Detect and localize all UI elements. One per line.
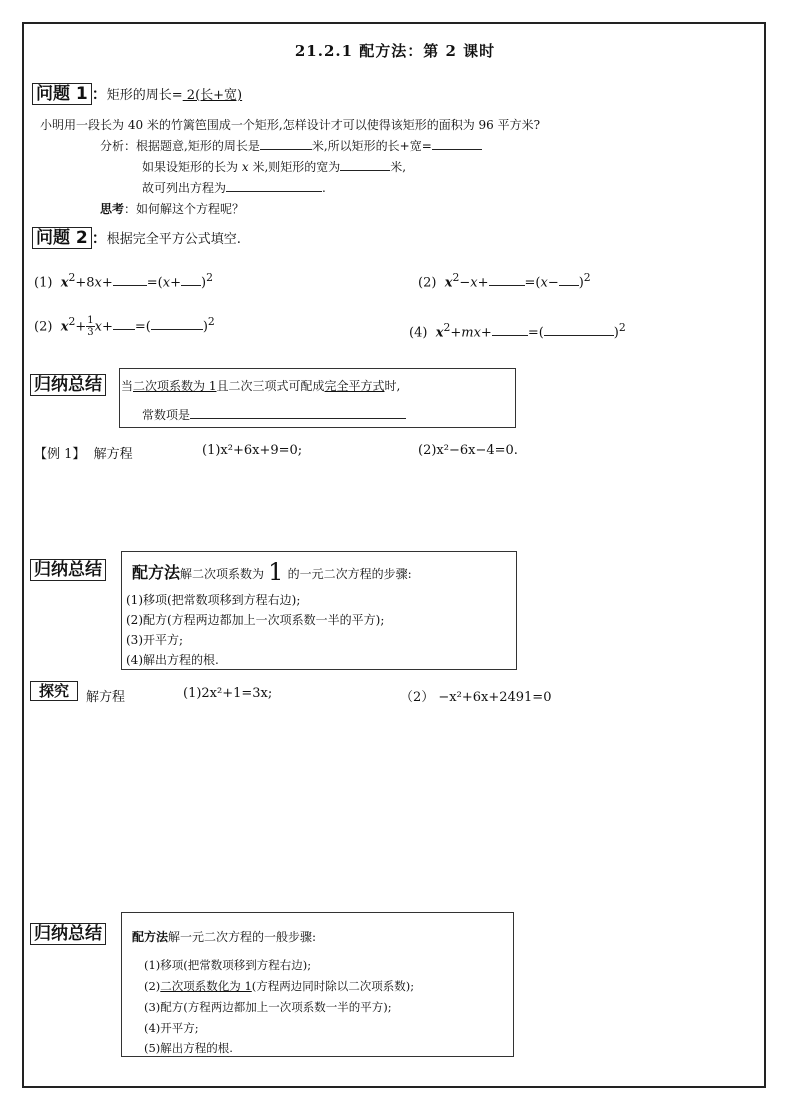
think-line	[100, 200, 244, 217]
summary2-step-1: (1)移项(把常数项移到方程右边);	[126, 593, 301, 607]
summary3-step-1: (1)移项(把常数项移到方程右边);	[144, 958, 312, 972]
analysis-line3	[142, 179, 326, 196]
summary2-head-end: 的一元二次方程的步骤:	[287, 567, 412, 581]
summary3-step-4: (4)开平方;	[144, 1021, 199, 1035]
var-x: x	[241, 160, 249, 174]
summary1-mid: 且二次三项式可配成	[216, 379, 325, 393]
summary1-line2	[142, 406, 406, 423]
summary3-step-2	[144, 978, 414, 994]
summary3-head-rest: 解一元二次方程的一般步骤:	[168, 930, 317, 944]
summary1-blank	[190, 406, 406, 419]
summary1-line2-text: 常数项是	[142, 408, 191, 422]
summary2-head-bold: 配方法	[132, 563, 181, 582]
summary2-step-2: (2)配方(方程两边都加上一次项系数一半的平方);	[126, 613, 385, 627]
summary1-line1	[121, 377, 400, 394]
problem1-answer: 2(长+宽)	[182, 88, 243, 103]
example1-line	[34, 443, 133, 462]
think-text: ：如何解这个方程呢？	[124, 202, 245, 216]
analysis-line2-a: 如果设矩形的长为	[142, 160, 239, 174]
problem1-text: 小明用一段长为 40 米的竹篱笆围成一个矩形,怎样设计才可以使得该矩形的面积为 96 平方米?	[40, 118, 541, 132]
summary1-u2: 完全平方式	[324, 379, 385, 393]
problem1-heading	[32, 82, 242, 106]
eq3-label: (2)	[34, 319, 53, 335]
blank-width	[340, 158, 390, 171]
eq4-label: (4)	[409, 325, 428, 341]
analysis-line3-a: 故可列出方程为	[142, 181, 227, 195]
explore-eq1: (1)2x²+1=3x;	[183, 686, 273, 701]
analysis-line2	[142, 158, 406, 175]
summary3-heading	[132, 928, 316, 945]
eq3-blank-a	[113, 317, 135, 330]
frac-den: 3	[87, 327, 94, 339]
summary1-tag-wrap	[30, 373, 106, 397]
problem1-tag: 问题 1	[32, 83, 92, 105]
analysis-line1-b: 米,所以矩形的长+宽=	[311, 139, 432, 153]
summary1-u1: 二次项系数为 1	[133, 379, 217, 393]
explore-text: 解方程	[86, 690, 126, 705]
explore-tag: 探究	[30, 681, 78, 701]
problem2-colon: ：	[91, 229, 107, 247]
frac-num: 1	[87, 315, 94, 327]
explore-eq2: （2） −x²+6x+2491=0	[400, 690, 552, 705]
fraction-one-third	[86, 315, 94, 338]
summary3-tag-wrap	[30, 922, 106, 946]
analysis-line1-a: 分析：根据题意,矩形的周长是	[100, 139, 260, 153]
eq1-label: (1)	[34, 275, 53, 291]
blank-sum	[432, 137, 482, 150]
analysis-line3-end: .	[322, 181, 326, 195]
example1-eq2: (2)x²−6x−4=0.	[418, 443, 518, 458]
analysis-line2-c: 米,	[390, 160, 407, 174]
eq1-blank-b	[181, 273, 201, 286]
eq1-blank-a	[113, 273, 147, 286]
summary2-step-4: (4)解出方程的根.	[126, 653, 219, 667]
summary3-step2-end: (方程两边同时除以二次项系数);	[251, 979, 415, 993]
blank-equation	[226, 179, 322, 192]
example1-text: 解方程	[93, 447, 133, 462]
page-title: 21.2.1 配方法：第 2 课时	[294, 42, 496, 60]
summary1-pre: 当	[121, 379, 134, 393]
think-label: 思考	[100, 202, 125, 216]
problem2-text: 根据完全平方公式填空.	[106, 232, 241, 247]
eq4-blank-a	[492, 323, 528, 336]
summary1-tag: 归纳总结	[30, 374, 106, 396]
analysis-line2-b: 米,则矩形的宽为	[252, 160, 341, 174]
summary2-head-one: 1	[268, 558, 284, 586]
summary3-step-5: (5)解出方程的根.	[144, 1041, 233, 1055]
blank-perimeter	[260, 137, 312, 150]
summary2-tag: 归纳总结	[30, 559, 106, 581]
example1-label: 【例 1】	[34, 447, 86, 462]
summary3-step2-u: 二次项系数化为 1	[160, 979, 252, 993]
eq3-blank-b	[151, 317, 203, 330]
eq2-blank-a	[489, 273, 525, 286]
eq-fill-1: (1) $x^2+8x+ =(x+ )^2$	[34, 271, 213, 291]
summary2-step-3: (3)开平方;	[126, 633, 184, 647]
problem2-tag: 问题 2	[32, 227, 92, 249]
summary3-tag: 归纳总结	[30, 923, 106, 945]
summary3-step-3: (3)配方(方程两边都加上一次项系数一半的平方);	[144, 1000, 392, 1014]
summary2-tag-wrap	[30, 558, 106, 582]
eq4-blank-b	[544, 323, 614, 336]
problem2-heading	[32, 226, 241, 250]
eq-fill-4: (4) $x^2+mx+$ =( )$^2$	[409, 321, 626, 341]
explore-tag-wrap	[30, 681, 78, 701]
summary3-step2-pre: (2)	[144, 979, 161, 993]
problem1-lead: 矩形的周长=	[106, 88, 183, 103]
problem1-colon: ：	[91, 85, 107, 103]
eq2-label: (2)	[418, 275, 437, 291]
summary2-heading	[132, 558, 412, 586]
summary1-end: 时,	[384, 379, 401, 393]
analysis-line1	[100, 137, 482, 154]
example1-eq1: (1)x²+6x+9=0;	[202, 443, 303, 458]
eq-fill-3: (2) $x^2+$ $\frac{1}{3}$ x+ =( )$^2$	[34, 315, 215, 339]
summary2-head-mid: 解二次项系数为	[180, 567, 265, 581]
summary3-head-bold: 配方法	[132, 930, 169, 944]
eq2-blank-b	[559, 273, 579, 286]
eq-fill-2: (2) $x^2-x+ =(x- )^2$	[418, 271, 591, 291]
